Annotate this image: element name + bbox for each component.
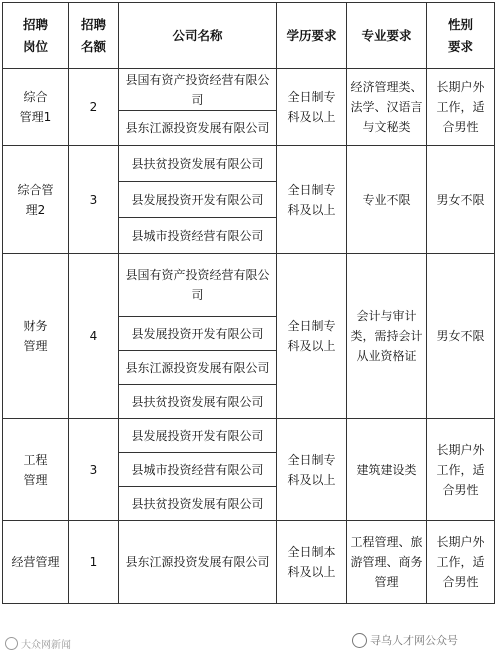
company-cell: 县东江源投资发展有限公司 bbox=[119, 521, 277, 604]
company-cell: 县东江源投资发展有限公司 bbox=[119, 111, 277, 146]
major-cell: 工程管理、旅 游管理、商务 管理 bbox=[347, 521, 427, 604]
header-education: 学历要求 bbox=[277, 3, 347, 69]
watermark-left-text: 大众网新闻 bbox=[21, 640, 71, 651]
table-row bbox=[3, 419, 495, 453]
gender-cell: 长期户外 工作，适 合男性 bbox=[427, 69, 495, 146]
major-cell: 经济管理类、 法学、汉语言 与文秘类 bbox=[347, 69, 427, 146]
quota-cell: 2 bbox=[69, 69, 119, 146]
recruitment-table bbox=[2, 2, 495, 604]
major-cell: 专业不限 bbox=[347, 146, 427, 254]
quota-cell: 3 bbox=[69, 419, 119, 521]
education-cell: 全日制专 科及以上 bbox=[277, 254, 347, 419]
watermark-right bbox=[352, 632, 458, 648]
header-gender: 性别 要求 bbox=[427, 3, 495, 69]
watermark-right-text: 寻乌人才网公众号 bbox=[370, 634, 458, 647]
header-company: 公司名称 bbox=[119, 3, 277, 69]
company-cell: 县国有资产投资经营有限公 司 bbox=[119, 254, 277, 317]
company-cell: 县扶贫投资发展有限公司 bbox=[119, 385, 277, 419]
company-cell: 县扶贫投资发展有限公司 bbox=[119, 146, 277, 182]
company-cell: 县城市投资经营有限公司 bbox=[119, 218, 277, 254]
table-row bbox=[3, 521, 495, 604]
education-cell: 全日制专 科及以上 bbox=[277, 69, 347, 146]
table-row bbox=[3, 146, 495, 182]
company-cell: 县扶贫投资发展有限公司 bbox=[119, 487, 277, 521]
company-cell: 县东江源投资发展有限公司 bbox=[119, 351, 277, 385]
position-cell: 综合管 理2 bbox=[3, 146, 69, 254]
education-cell: 全日制专 科及以上 bbox=[277, 146, 347, 254]
company-cell: 县国有资产投资经营有限公司 bbox=[119, 69, 277, 111]
education-cell: 全日制本 科及以上 bbox=[277, 521, 347, 604]
wechat-logo-icon bbox=[352, 633, 367, 648]
education-cell: 全日制专 科及以上 bbox=[277, 419, 347, 521]
quota-cell: 1 bbox=[69, 521, 119, 604]
header-major: 专业要求 bbox=[347, 3, 427, 69]
gender-cell: 长期户外 工作，适 合男性 bbox=[427, 521, 495, 604]
gender-cell: 男女不限 bbox=[427, 254, 495, 419]
position-cell: 工程 管理 bbox=[3, 419, 69, 521]
position-cell: 经营管理 bbox=[3, 521, 69, 604]
header-position: 招聘 岗位 bbox=[3, 3, 69, 69]
table-row bbox=[3, 254, 495, 317]
header-row bbox=[3, 3, 495, 69]
company-cell: 县发展投资开发有限公司 bbox=[119, 419, 277, 453]
watermark-left bbox=[5, 636, 71, 651]
major-cell: 会计与审计 类，需持会计 从业资格证 bbox=[347, 254, 427, 419]
quota-cell: 4 bbox=[69, 254, 119, 419]
watermark-logo-icon bbox=[5, 637, 18, 650]
company-cell: 县城市投资经营有限公司 bbox=[119, 453, 277, 487]
gender-cell: 长期户外 工作，适 合男性 bbox=[427, 419, 495, 521]
gender-cell: 男女不限 bbox=[427, 146, 495, 254]
quota-cell: 3 bbox=[69, 146, 119, 254]
company-cell: 县发展投资开发有限公司 bbox=[119, 317, 277, 351]
header-quota: 招聘 名额 bbox=[69, 3, 119, 69]
position-cell: 财务 管理 bbox=[3, 254, 69, 419]
table-row bbox=[3, 69, 495, 111]
company-cell: 县发展投资开发有限公司 bbox=[119, 182, 277, 218]
major-cell: 建筑建设类 bbox=[347, 419, 427, 521]
position-cell: 综合 管理1 bbox=[3, 69, 69, 146]
